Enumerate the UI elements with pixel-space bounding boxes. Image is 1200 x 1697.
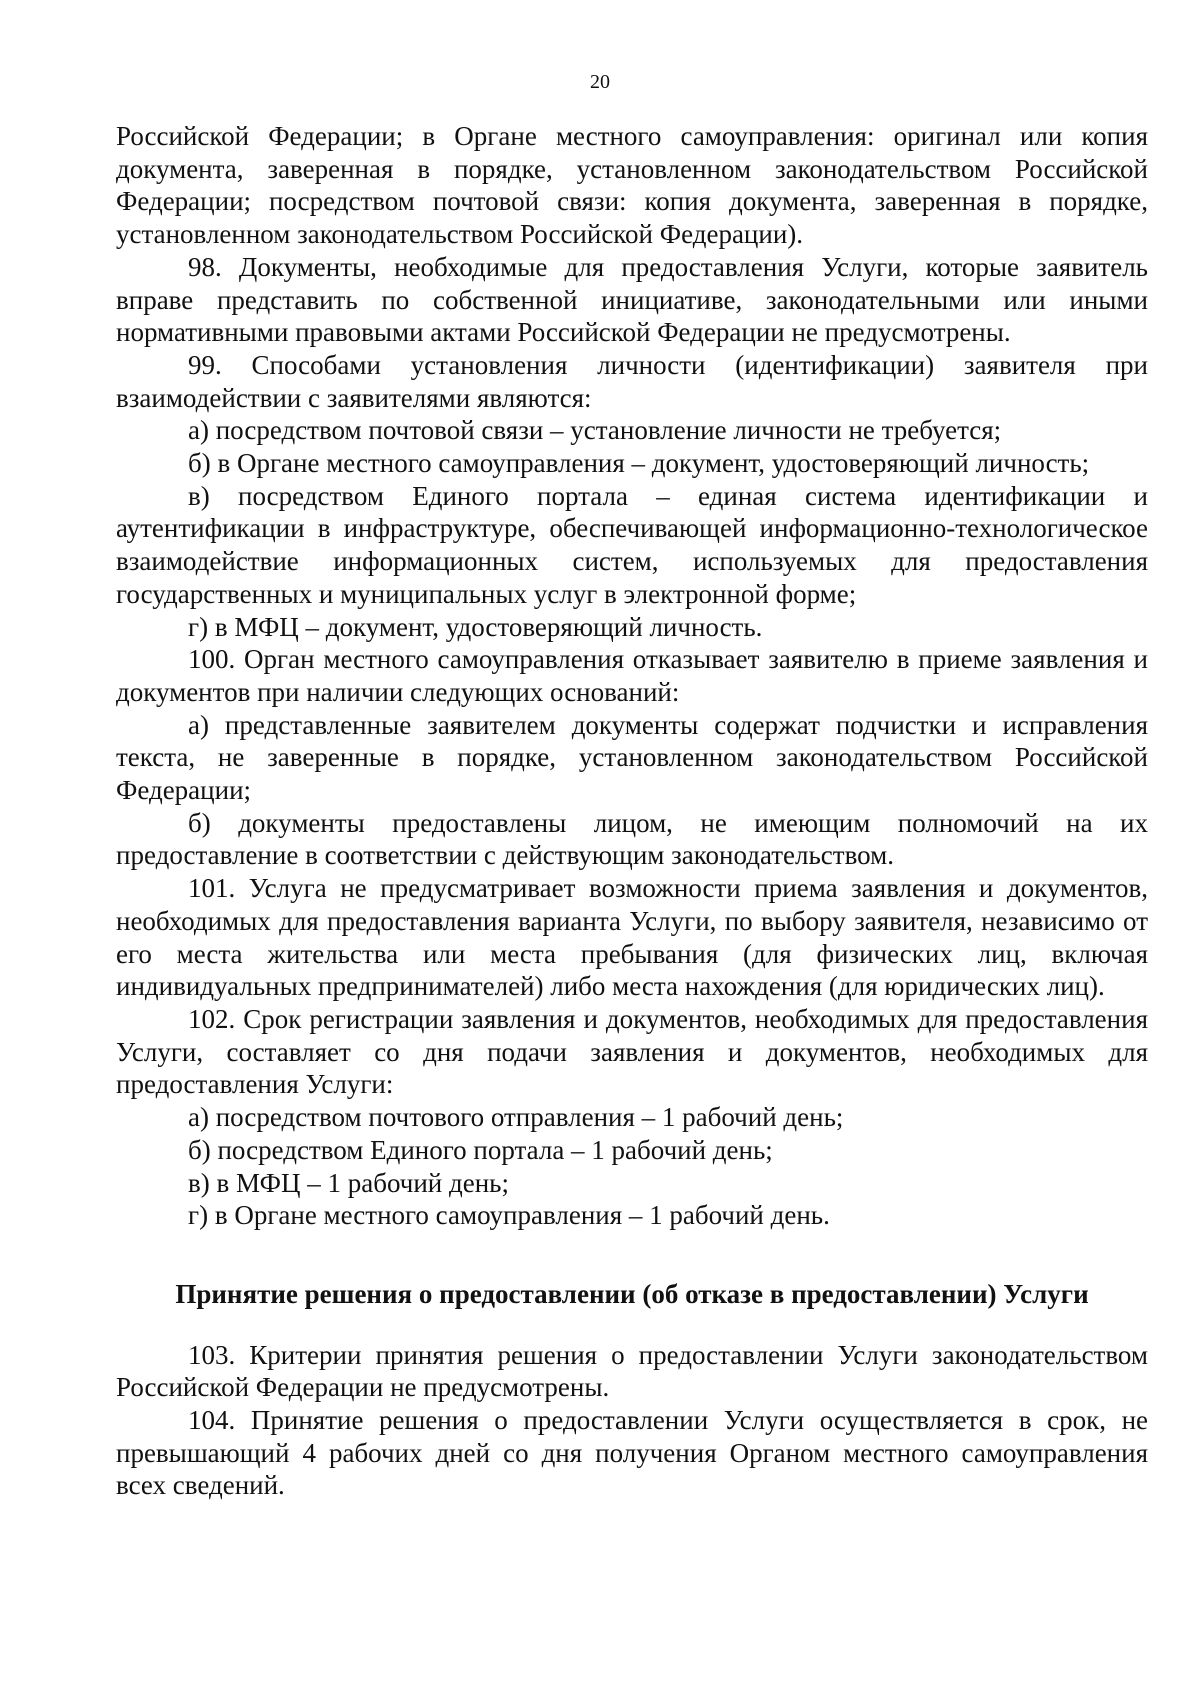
list-item-100a: а) представленные заявителем документы содержат подчистки и исправления текста, не заверенные в порядке, установленном законодательством Российской Федерации;: [116, 709, 1148, 806]
list-item-99v: в) посредством Единого портала – единая система идентификации и аутентификации в инфраструктуре, обеспечивающей информационно-технологическое взаимодействие информационных систем, используемых для предоставления государственных и муниципальных услуг в электронной форме;: [116, 480, 1148, 609]
paragraph-continuation: Российской Федерации; в Органе местного самоуправления: оригинал или копия документа, заверенная в порядке, установленном законодательством Российской Федерации; посредством почтовой связи: копия документа, заверенная в порядке, установленном законодательством Российской Федерации).: [116, 121, 1148, 250]
page-number: 20: [590, 71, 610, 93]
list-item-102g: г) в Органе местного самоуправления – 1 рабочий день.: [188, 1200, 830, 1231]
list-item-100b: б) документы предоставлены лицом, не имеющим полномочий на их предоставление в соответствии с действующим законодательством.: [116, 807, 1148, 871]
paragraph-102: 102. Срок регистрации заявления и документов, необходимых для предоставления Услуги, составляет со дня подачи заявления и документов, необходимых для предоставления Услуги:: [116, 1003, 1148, 1100]
list-item-102b: б) посредством Единого портала – 1 рабочий день;: [188, 1134, 773, 1165]
paragraph-103: 103. Критерии принятия решения о предоставлении Услуги законодательством Российской Федерации не предусмотрены.: [116, 1339, 1148, 1403]
list-item-102v: в) в МФЦ – 1 рабочий день;: [188, 1167, 509, 1198]
list-item-99b: б) в Органе местного самоуправления – документ, удостоверяющий личность;: [188, 448, 1090, 479]
section-heading: Принятие решения о предоставлении (об отказе в предоставлении) Услуги: [175, 1278, 1089, 1309]
document-body: [116, 120, 1148, 1502]
paragraph-101: 101. Услуга не предусматривает возможности приема заявления и документов, необходимых для предоставления варианта Услуги, по выбору заявителя, независимо от его места жительства или места пребывания (для физических лиц, включая индивидуальных предпринимателей) либо места нахождения (для юридических лиц).: [116, 873, 1148, 1002]
paragraph-100: 100. Орган местного самоуправления отказывает заявителю в приеме заявления и документов при наличии следующих оснований:: [116, 644, 1148, 707]
paragraph-99: 99. Способами установления личности (идентификации) заявителя при взаимодействии с заявителями являются:: [116, 349, 1148, 413]
list-item-102a: а) посредством почтового отправления – 1 рабочий день;: [188, 1102, 844, 1133]
paragraph-104: 104. Принятие решения о предоставлении Услуги осуществляется в срок, не превышающий 4 рабочих дней со дня получения Органом местного самоуправления всех сведений.: [116, 1405, 1148, 1501]
paragraph-98: 98. Документы, необходимые для предоставления Услуги, которые заявитель вправе представить по собственной инициативе, законодательными или иными нормативными правовыми актами Российской Федерации не предусмотрены.: [116, 251, 1148, 348]
list-item-99a: а) посредством почтовой связи – установление личности не требуется;: [188, 415, 1002, 446]
list-item-99g: г) в МФЦ – документ, удостоверяющий личность.: [188, 611, 763, 642]
